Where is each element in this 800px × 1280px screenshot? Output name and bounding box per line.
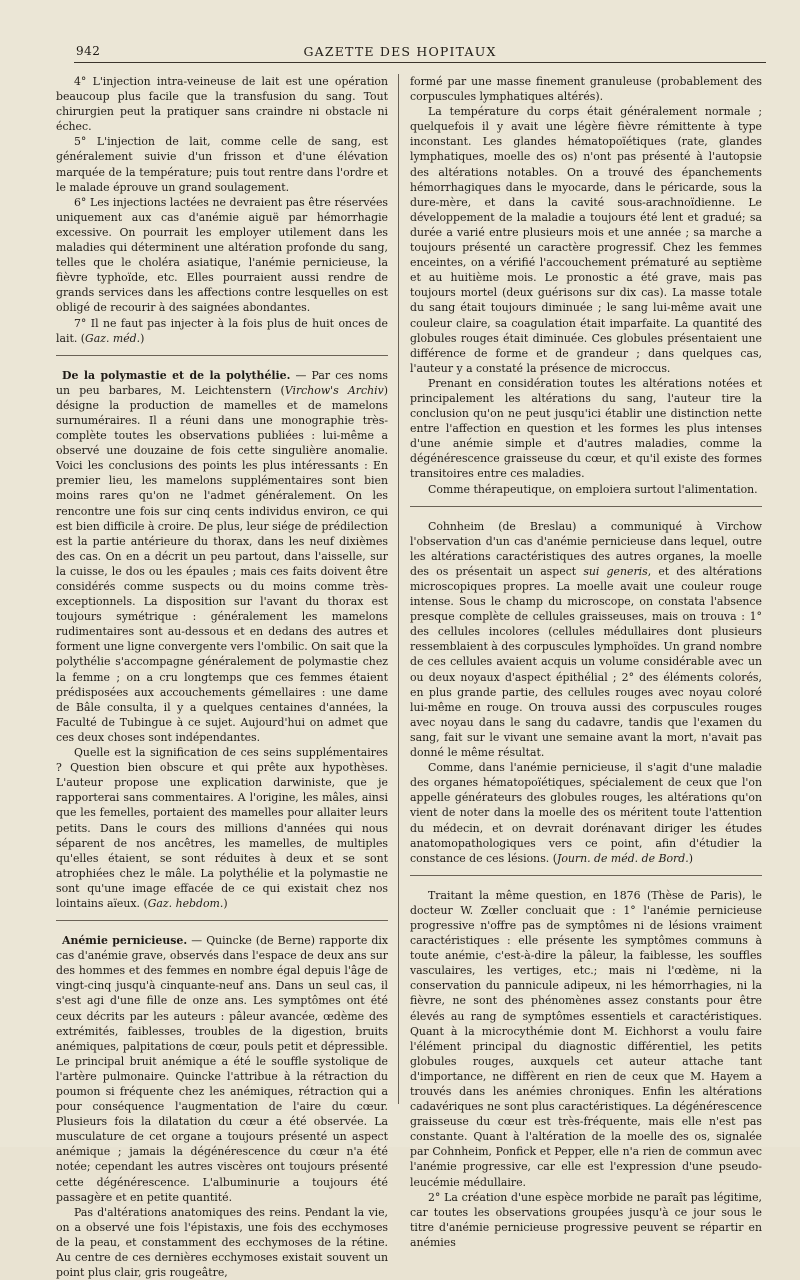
article-anemie bbox=[56, 933, 388, 1205]
article-title: Anémie pernicieuse. bbox=[62, 934, 188, 948]
article-text: — Par ces noms un peu barbares, M. Leichtenstern ( bbox=[56, 368, 388, 397]
page-number: 942 bbox=[76, 44, 101, 58]
paragraph-espece-morbide: 2° La création d'une espèce morbide ne paraît pas légitime, car toutes les observations groupées jusqu'à ce jour sous le titre d'anémie pernicieuse progressive peuvent se répartir en anémies bbox=[410, 1190, 762, 1249]
section-divider bbox=[56, 355, 388, 356]
article-polymastie bbox=[56, 368, 388, 745]
paragraph-text: , et des altérations microscopiques propres. La moelle avait une couleur rouge intense. Sous le champ du microscope, on constata l'absence presque complète de cellules graisseuses, mais on trouva : 1° des cellules incolores (cellules médullaires dont plusieurs ressemblaient à des corpuscules lymphoïdes. Un grand nombre de ces cellules avaient acquis un volume considérable avec un ou deux noyaux d'aspect épithélial ; 2° des éléments colorés, en plus grande partie, des cellules rouges avec noyau coloré lui-même en rouge. On trouva aussi des corpuscules rouges avec noyau dans le sang du cadavre, tandis que l'examen du sang, fait sur le vivant une semaine avant la mort, n'avait pas donné le même résultat. bbox=[410, 564, 762, 760]
right-column bbox=[410, 74, 762, 1250]
source-citation: Gaz. méd. bbox=[85, 331, 141, 345]
paragraph-injection-6: 6° Les injections lactées ne devraient pas être réservées uniquement aux cas d'anémie aiguë par hémorrhagie excessive. On pourrait les employer utilement dans les maladies qui déterminent une altération profonde du sang, telles que le choléra asiatique, l'anémie pernicieuse, la fièvre typhoïde, etc. Elles pourraient aussi rendre de grands services dans les affections contre lesquelles on est obligé de recourir à des saignées abondantes. bbox=[56, 195, 388, 315]
paragraph-zoeller: Traitant la même question, en 1876 (Thèse de Paris), le docteur W. Zœller concluait que : 1° l'anémie pernicieuse progressive n'offre pas de symptômes ni de lésions vraiment caractéristiques : elle présente les symptômes communs à toute anémie, c'est-à-dire la pâleur, la faiblesse, les souffles vasculaires, les vertiges, etc.; mais ni l'œdème, ni la conservation du pannicule adipeux, ni les hémorrhagies, ni la fièvre, ne sont des phénomènes assez constants pour être élevés au rang de symptômes essentiels et caractéristiques. Quant à la microcythémie dont M. Eichhorst a voulu faire l'élément principal du diagnostic différentiel, les petits globules rouges, auxquels cet auteur attache tant d'importance, ne diffèrent en rien de ceux que M. Hayem a trouvés dans les anémies chroniques. Enfin les altérations cadavériques ne sont plus caractéristiques. La dégénérescence graisseuse du cœur est très-fréquente, mais elle n'est pas constante. Quant à l'altération de la moelle des os, signalée par Cohnheim, Ponfick et Pepper, elle n'a rien de commun avec l'anémie progressive, car elle est l'expression d'une pseudo-leucémie médullaire. bbox=[410, 888, 762, 1189]
paragraph-injection-4: 4° L'injection intra-veineuse de lait est une opération beaucoup plus facile que la transfusion du sang. Tout chirurgien peut la pratiquer sans craindre ni obstacle ni échec. bbox=[56, 75, 388, 134]
section-divider bbox=[56, 920, 388, 921]
header-rule bbox=[74, 62, 766, 63]
paragraph-text: Cohnheim (de Breslau) a communiqué à Virchow l'observation d'un cas d'anémie pernicieuse dans lequel, outre les altérations caractéristiques des autres organes, la moelle des os présentait un aspect bbox=[410, 519, 762, 578]
running-header: GAZETTE DES HOPITAUX bbox=[303, 44, 497, 59]
paragraph-reins: Pas d'altérations anatomiques des reins. Pendant la vie, on a observé une fois l'épistaxis, une fois des ecchymoses de la peau, et constamment des ecchymoses de la rétine. Au centre de ces dernières ecchymoses existait souvent un point plus clair, gris rougeâtre, bbox=[56, 1205, 388, 1280]
paragraph-cohnheim bbox=[410, 519, 762, 761]
paragraph-organes bbox=[410, 760, 762, 866]
article-text: ) désigne la production de mamelles et de mamelons surnuméraires. Il a réuni dans une monographie très-complète toutes les observations publiées : lui-même a observé une douzaine de fois cette singulière anomalie. Voici les conclusions des points les plus intéressants : En premier lieu, les mamelons supplémentaires sont bien moins rares qu'on ne l'admet généralement. On les rencontre une fois sur cinq cents individus environ, ce qui est bien difficile à croire. De plus, leur siége de prédilection est la partie antérieure du thorax, dans les neuf dixièmes des cas. On en a décrit un peu partout, dans l'aisselle, sur la cuisse, le dos ou les épaules ; mais ces faits doivent être considérés comme suspects ou du moins comme très-exceptionnels. La disposition sur l'avant du thorax est toujours symétrique : généralement les mamelons rudimentaires sont au-dessous et en dedans des autres et forment une ligne convergente vers l'ombilic. On sait que la polythélie s'accompagne généralement de polymastie chez la femme ; on a cru longtemps que ces femmes étaient prédisposées aux accouchements gémellaires : une dame de Bâle consulta, il y a quelques centaines d'années, la Faculté de Tubingue à ce sujet. Aujourd'hui on admet que ces deux choses sont indépendantes. bbox=[56, 383, 388, 744]
paragraph-injection-5: 5° L'injection de lait, comme celle de sang, est généralement suivie d'un frisson et d'une élévation marquée de la température; puis tout rentre dans l'ordre et le malade éprouve un grand soulagement. bbox=[56, 135, 388, 194]
journal-citation: Virchow's Archiv bbox=[284, 383, 384, 397]
source-citation: Journ. de méd. de Bord. bbox=[556, 851, 689, 865]
latin-term: sui generis bbox=[583, 564, 648, 578]
paragraph-text: 7° Il ne faut pas injecter à la fois plus de huit onces de lait. ( bbox=[56, 316, 388, 345]
paragraph-end: ) bbox=[140, 331, 145, 345]
paragraph-end: ) bbox=[688, 851, 693, 865]
paragraph-therapeutique: Comme thérapeutique, on emploiera surtout l'alimentation. bbox=[428, 482, 758, 496]
source-citation: Gaz. hebdom. bbox=[147, 896, 224, 910]
paragraph-text: Quelle est la signification de ces seins supplémentaires ? Question bien obscure et qui prête aux hypothèses. L'auteur propose une explication darwiniste, que je rapporterai sans commentaires. A l'origine, les mâles, ainsi que les femelles, portaient des mamelles pour allaiter leurs petits. Dans le cours des millions d'années qui nous séparent de nos ancêtres, les mamelles, de multiples qu'elles étaient, se sont réduites à deux et se sont atrophiées chez le mâle. La polythélie et la polymastie ne sont qu'une image effacée de ce qui existait chez nos lointains aïeux. ( bbox=[56, 746, 388, 910]
paragraph-text: Comme, dans l'anémie pernicieuse, il s'agit d'une maladie des organes hématopoïétiques, spécialement de ceux que l'on appelle générateurs des globules rouges, les altérations qu'on vient de noter dans la moelle des os méritent toute l'attention du médecin, et on devrait dorénavant diriger les études anatomopathologiques vers ce point, afin d'étudier la constance de ces lésions. ( bbox=[410, 761, 762, 865]
paragraph-continued: formé par une masse finement granuleuse (probablement des corpuscules lymphatiques altérés). bbox=[410, 75, 762, 104]
left-column bbox=[56, 74, 388, 1280]
paragraph-conclusion: Prenant en considération toutes les altérations notées et principalement les altérations du sang, l'auteur tire la conclusion qu'on ne peut jusqu'ici établir une distinction nette entre l'affection en question et les formes les plus intenses d'une anémie simple et d'autres maladies, comme la dégénérescence graisseuse du cœur, et qu'il existe des formes transitoires entre ces maladies. bbox=[410, 376, 762, 481]
article-title: De la polymastie et de la polythélie. bbox=[62, 368, 291, 382]
paragraph-end: ) bbox=[223, 896, 228, 910]
section-divider bbox=[410, 875, 762, 876]
article-text: — Quincke (de Berne) rapporte dix cas d'anémie grave, observés dans l'espace de deux ans sur des hommes et des femmes en nombre égal depuis l'âge de vingt-cinq jusqu'à cinquante-neuf ans. Dans un seul cas, il s'est agi d'une fille de onze ans. Les symptômes ont été ceux décrits par les auteurs : pâleur avancée, œdème des extrémités, faiblesses, troubles de la digestion, bruits anémiques, palpitations de cœur, pouls petit et dépressible. Le principal bruit anémique a été le souffle systolique de l'artère pulmonaire. Quincke l'attribue à la rétraction du poumon si fréquente chez les anémiques, rétraction qui a pour conséquence l'augmentation de l'aire du cœur. Plusieurs fois la dilatation du cœur a été observée. La musculature de cet organe a toujours présenté un aspect anémique ; jamais la dégénérescence du cœur n'a été notée; cependant les autres viscères ont toujours présenté cette dégénérescence. L'albuminurie a toujours été passagère et en petite quantité. bbox=[56, 934, 388, 1204]
section-divider bbox=[410, 506, 762, 507]
paragraph-temperature: La température du corps était généralement normale ; quelquefois il y avait une légère fièvre rémittente à type inconstant. Les glandes hématopoïétiques (rate, glandes lymphatiques, moelle des os) n'ont pas présenté à l'autopsie des altérations notables. On a trouvé des épanchements hémorrhagiques dans le myocarde, dans le péricarde, sous la dure-mère, et dans la cavité sous-arachnoïdienne. Le développement de la maladie a toujours été lent et gradué; sa durée a varié entre plusieurs mois et une année ; sa marche a toujours présenté un caractère progressif. Chez les femmes enceintes, on a vérifié l'accouchement prématuré au septième et au huitième mois. Le pronostic a été grave, mais pas toujours mortel (deux guérisons sur dix cas). La masse totale du sang était toujours diminuée ; le sang lui-même avait une couleur claire, sa coagulation était imparfaite. La quantité des globules rouges était diminuée. Ces globules présentaient une différence de forme et de grandeur ; dans quelques cas, l'auteur y a constaté la présence de microccus. bbox=[410, 105, 762, 375]
paragraph-injection-7 bbox=[56, 316, 388, 346]
column-divider bbox=[398, 74, 399, 1104]
paragraph-signification bbox=[56, 745, 388, 911]
